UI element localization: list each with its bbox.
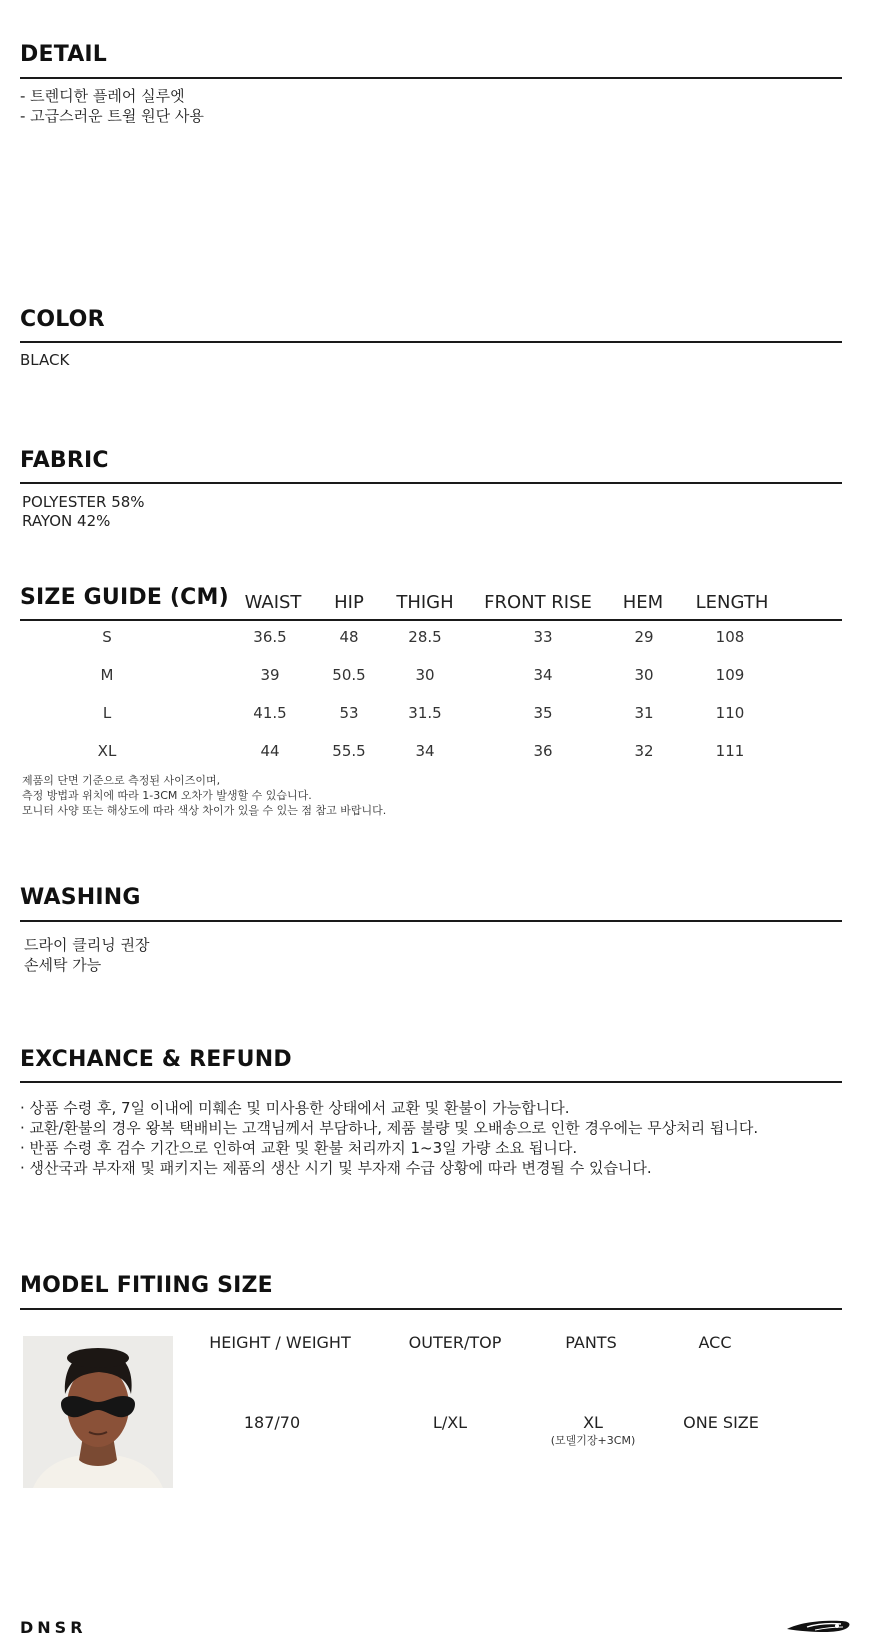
table-cell: 48 <box>339 628 359 646</box>
table-cell: 41.5 <box>253 704 287 722</box>
exchange-divider <box>20 1081 842 1083</box>
color-divider <box>20 341 842 343</box>
detail-title: DETAIL <box>20 42 108 67</box>
model-acc-value: ONE SIZE <box>683 1413 759 1432</box>
table-cell: 111 <box>715 742 745 760</box>
washing-divider <box>20 920 842 922</box>
size-col-length: LENGTH <box>695 592 769 613</box>
table-cell: 31 <box>634 704 654 722</box>
size-label: S <box>102 628 112 646</box>
model-outer-top-value: L/XL <box>432 1413 468 1432</box>
size-note-3: 모니터 사양 또는 해상도에 따라 색상 차이가 있을 수 있는 점 참고 바랍니다. <box>22 804 387 817</box>
model-col-height-weight: HEIGHT / WEIGHT <box>209 1333 351 1352</box>
size-col-thigh: THIGH <box>396 592 454 613</box>
size-col-waist: WAIST <box>244 592 302 613</box>
color-title: COLOR <box>20 307 105 332</box>
size-col-hem: HEM <box>622 592 664 613</box>
size-col-hip: HIP <box>334 592 364 613</box>
model-title: MODEL FITIING SIZE <box>20 1273 273 1298</box>
fabric-line-1: POLYESTER 58% <box>22 493 145 511</box>
detail-divider <box>20 77 842 79</box>
model-col-pants: PANTS <box>565 1333 617 1352</box>
size-label: L <box>102 704 112 722</box>
table-cell: 34 <box>533 666 553 684</box>
table-cell: 55.5 <box>332 742 366 760</box>
table-cell: 29 <box>634 628 654 646</box>
size-note-2: 측정 방법과 위치에 따라 1-3CM 오차가 발생할 수 있습니다. <box>22 789 312 802</box>
model-photo <box>23 1336 173 1488</box>
table-cell: 108 <box>715 628 745 646</box>
table-cell: 31.5 <box>408 704 442 722</box>
table-cell: 53 <box>339 704 359 722</box>
washing-line-1: 드라이 클리닝 권장 <box>24 936 150 954</box>
table-cell: 44 <box>260 742 280 760</box>
model-divider <box>20 1308 842 1310</box>
table-cell: 39 <box>260 666 280 684</box>
size-col-front-rise: FRONT RISE <box>484 592 592 613</box>
exchange-line-3: · 반품 수령 후 검수 기간으로 인하여 교환 및 환불 처리까지 1~3일 가량 소요 됩니다. <box>20 1139 578 1157</box>
exchange-line-1: · 상품 수령 후, 7일 이내에 미훼손 및 미사용한 상태에서 교환 및 환불이 가능합니다. <box>20 1099 570 1117</box>
exchange-line-2: · 교환/환불의 경우 왕복 택배비는 고객님께서 부담하나, 제품 불량 및 오배송으로 인한 경우에는 무상처리 됩니다. <box>20 1119 759 1137</box>
table-cell: 34 <box>415 742 435 760</box>
model-pants-value: XL <box>583 1413 603 1432</box>
model-height-weight-value: 187/70 <box>243 1413 301 1432</box>
washing-line-2: 손세탁 가능 <box>24 956 102 974</box>
table-cell: 33 <box>533 628 553 646</box>
washing-title: WASHING <box>20 885 141 910</box>
fabric-title: FABRIC <box>20 448 109 473</box>
size-guide-divider <box>20 619 842 621</box>
model-col-outer-top: OUTER/TOP <box>408 1333 502 1352</box>
model-col-acc: ACC <box>698 1333 732 1352</box>
color-value: BLACK <box>20 351 70 369</box>
table-cell: 110 <box>715 704 745 722</box>
exchange-title: EXCHANCE & REFUND <box>20 1047 292 1072</box>
exchange-line-4: · 생산국과 부자재 및 패키지는 제품의 생산 시기 및 부자재 수급 상황에 따라 변경될 수 있습니다. <box>20 1159 652 1177</box>
table-cell: 36.5 <box>253 628 287 646</box>
table-cell: 32 <box>634 742 654 760</box>
detail-line-2: - 고급스러운 트윌 원단 사용 <box>20 107 204 125</box>
table-cell: 28.5 <box>408 628 442 646</box>
table-cell: 109 <box>715 666 745 684</box>
fabric-line-2: RAYON 42% <box>22 512 111 530</box>
table-cell: 36 <box>533 742 553 760</box>
size-guide-title: SIZE GUIDE (CM) <box>20 585 229 610</box>
fabric-divider <box>20 482 842 484</box>
table-cell: 50.5 <box>332 666 366 684</box>
table-cell: 30 <box>634 666 654 684</box>
brand-logo: DNSR <box>20 1618 87 1637</box>
model-pants-note: (모델기장+3CM) <box>550 1434 636 1447</box>
model-portrait-illustration <box>23 1336 173 1488</box>
brand-emblem-icon <box>785 1617 853 1635</box>
size-label: M <box>100 666 114 684</box>
detail-line-1: - 트렌디한 플레어 실루엣 <box>20 87 185 105</box>
table-cell: 35 <box>533 704 553 722</box>
table-cell: 30 <box>415 666 435 684</box>
size-note-1: 제품의 단면 기준으로 측정된 사이즈이며, <box>22 774 221 787</box>
size-label: XL <box>97 742 117 760</box>
